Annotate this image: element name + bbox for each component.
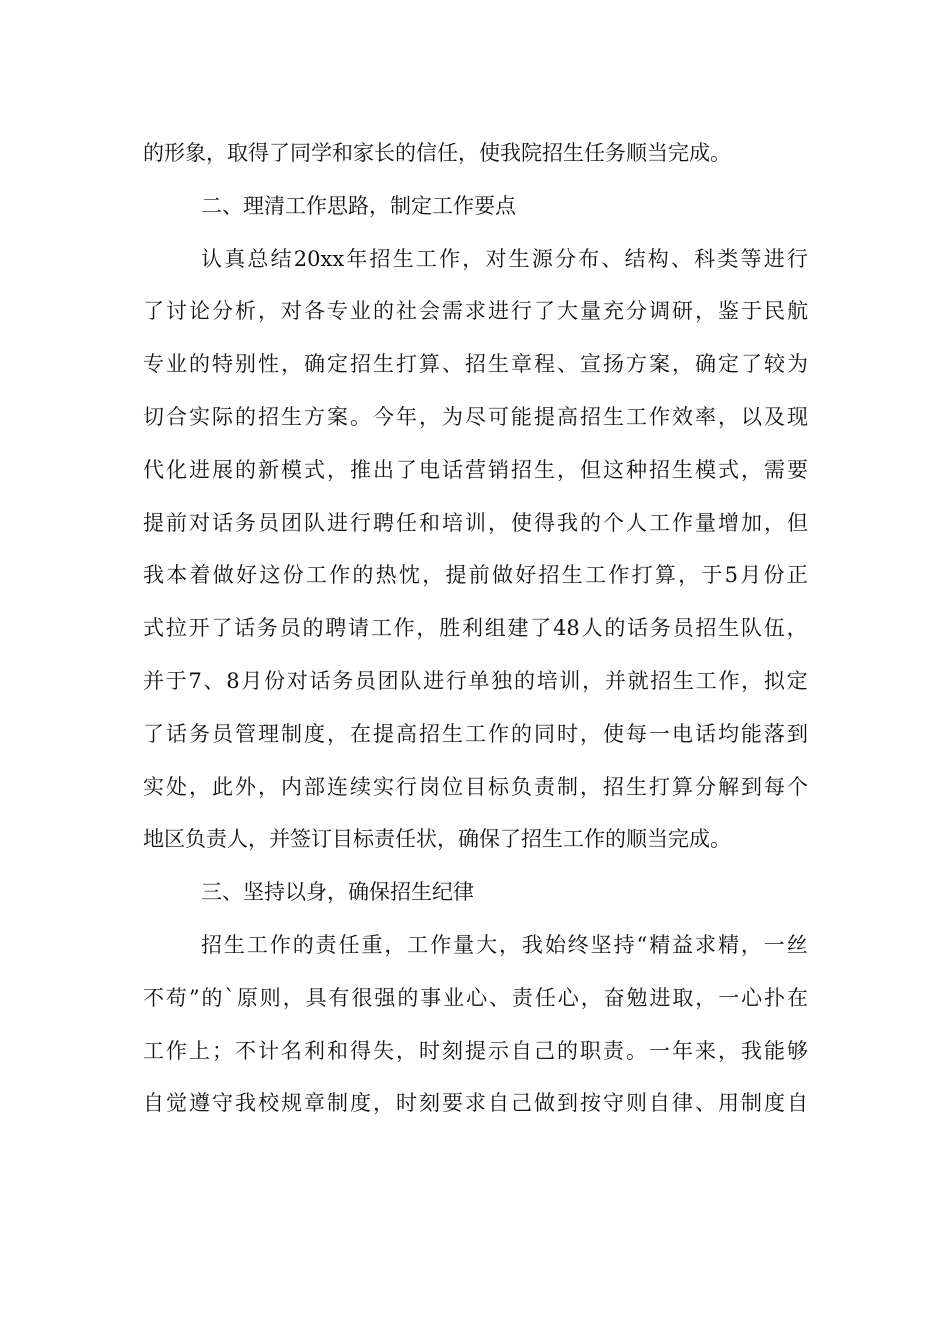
text-line: 我 本 着 做 好 这 份 工 作 的 热 忱 ， 提 前 做 好 招 生 工 作 打 算 ， 于 5 月 份 正 bbox=[143, 563, 808, 588]
document-body bbox=[143, 130, 808, 1133]
text-line: 不 苟 ” 的 ` 原 则 ， 具 有 很 强 的 事 业 心 、 责 任 心 ， 奋 勉 进 取 ， 一 心 扑 在 bbox=[143, 985, 808, 1010]
text-line: 代 化 进 展 的 新 模 式 ， 推 出 了 电 话 营 销 招 生 ， 但 这 种 招 生 模 式 ， 需 要 bbox=[143, 457, 808, 482]
text-line: 认 真 总 结 20xx 年 招 生 工 作 ， 对 生 源 分 布 、 结 构 、 科 类 等 进 行 bbox=[201, 246, 808, 271]
text-line: 式 拉 开 了 话 务 员 的 聘 请 工 作 ， 胜 利 组 建 了 48 人 的 话 务 员 招 生 队 伍 ， bbox=[143, 616, 808, 641]
text-line: 了 话 务 员 管 理 制 度 ， 在 提 高 招 生 工 作 的 同 时 ， 使 每 一 电 话 均 能 落 到 bbox=[143, 721, 808, 746]
text-line: 招 生 工 作 的 责 任 重 ， 工 作 量 大 ， 我 始 终 坚 持 “ 精 益 求 精 ， 一 丝 bbox=[201, 932, 808, 957]
text-line: 地区负责人，并签订目标责任状，确保了招生工作的顺当完成。 bbox=[143, 827, 731, 852]
text-line: 了 讨 论 分 析 ， 对 各 专 业 的 社 会 需 求 进 行 了 大 量 充 分 调 研 ， 鉴 于 民 航 bbox=[143, 299, 808, 324]
text-line: 提 前 对 话 务 员 团 队 进 行 聘 任 和 培 训 ， 使 得 我 的 个 人 工 作 量 增 加 ， 但 bbox=[143, 510, 808, 535]
text-line: 自 觉 遵 守 我 校 规 章 制 度 ， 时 刻 要 求 自 己 做 到 按 守 则 自 律 、 用 制 度 自 bbox=[143, 1091, 808, 1116]
text-line: 切 合 实 际 的 招 生 方 案 。 今 年 ， 为 尽 可 能 提 高 招 生 工 作 效 率 ， 以 及 现 bbox=[143, 404, 808, 429]
text-line: 专 业 的 特 别 性 ， 确 定 招 生 打 算 、 招 生 章 程 、 宣 扬 方 案 ， 确 定 了 较 为 bbox=[143, 352, 808, 377]
text-line: 并 于 7 、 8 月 份 对 话 务 员 团 队 进 行 单 独 的 培 训 ， 并 就 招 生 工 作 ， 拟 定 bbox=[143, 668, 808, 693]
text-line: 的形象，取得了同学和家长的信任，使我院招生任务顺当完成。 bbox=[143, 141, 731, 165]
text-line: 实 处 ， 此 外 ， 内 部 连 续 实 行 岗 位 目 标 负 责 制 ， 招 生 打 算 分 解 到 每 个 bbox=[143, 774, 808, 799]
text-line: 三、坚持以身，确保招生纪律 bbox=[201, 880, 474, 905]
text-line: 二、理清工作思路，制定工作要点 bbox=[201, 193, 516, 218]
text-line: 工 作 上 ； 不 计 名 利 和 得 失 ， 时 刻 提 示 自 己 的 职 责 。 一 年 来 ， 我 能 够 bbox=[143, 1038, 808, 1063]
